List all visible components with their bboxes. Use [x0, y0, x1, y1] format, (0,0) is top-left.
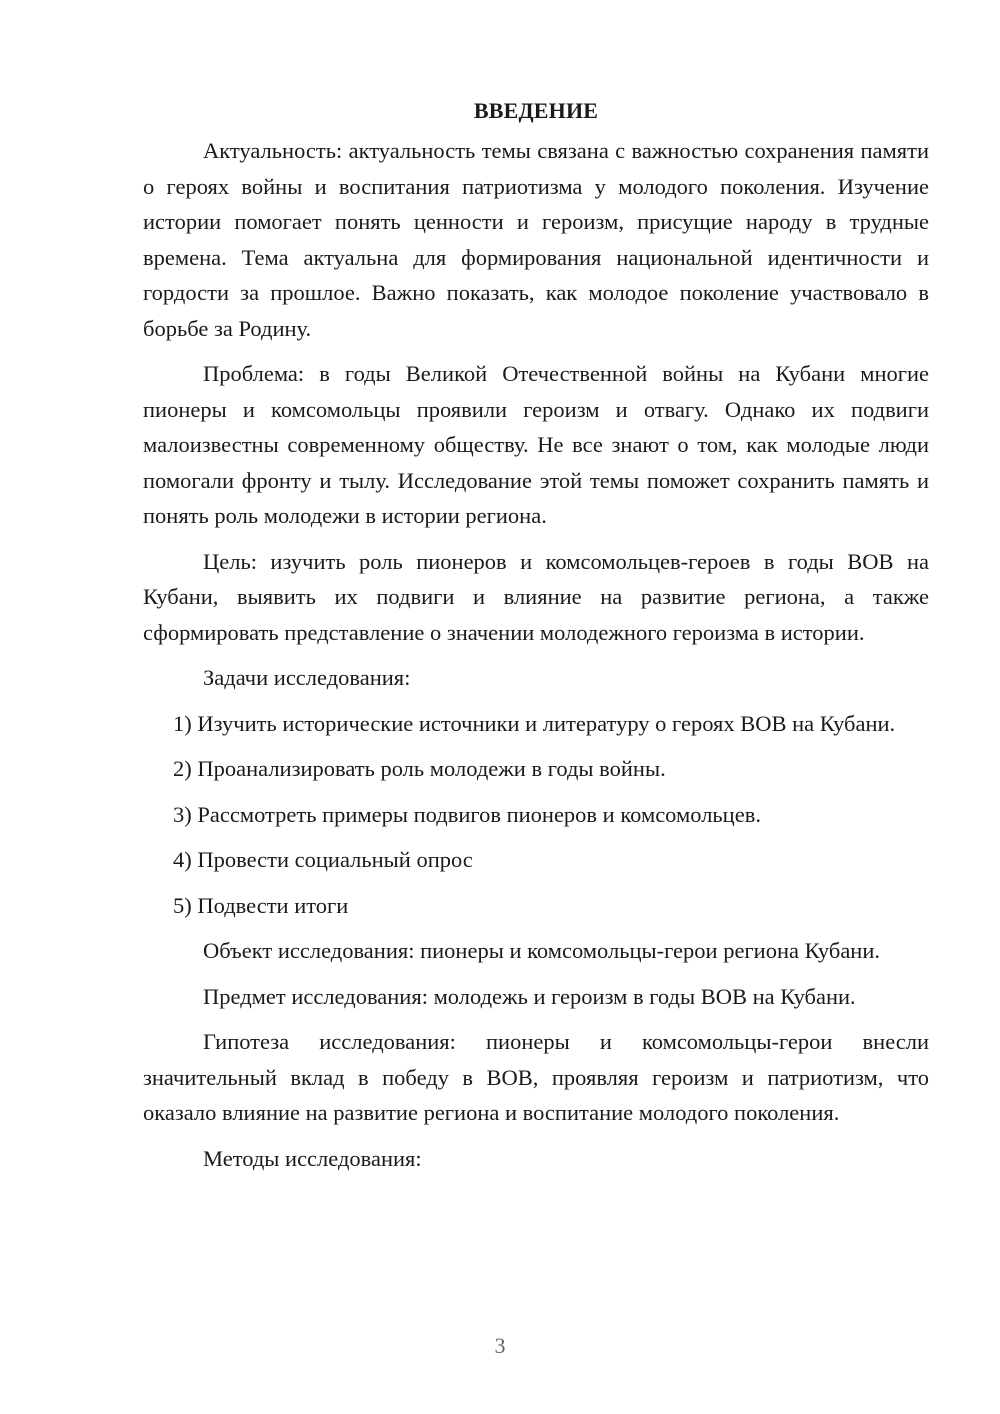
- relevance-paragraph: Актуальность: актуальность темы связана с важностью сохранения памяти о героях войны и воспитания патриотизма у молодого поколения. Изучение истории помогает понять ценности и героизм, присущие народу в трудные времена. Тема актуальна для формирования национальной идентичности и гордости за прошлое. Важно показать, как молодое поколение участвовало в борьбе за Родину.: [143, 138, 929, 341]
- task-item-5: 5) Подвести итоги: [173, 892, 349, 918]
- subject-paragraph: Предмет исследования: молодежь и героизм в годы ВОВ на Кубани.: [203, 983, 856, 1009]
- object-paragraph: Объект исследования: пионеры и комсомольцы-герои региона Кубани.: [203, 938, 881, 963]
- task-item-1: 1) Изучить исторические источники и литературу о героях ВОВ на Кубани.: [173, 710, 896, 736]
- section-heading: ВВЕДЕНИЕ: [473, 98, 599, 123]
- goal-paragraph: Цель: изучить роль пионеров и комсомольцев-героев в годы ВОВ на Кубани, выявить их подвиги и влияние на развитие региона, а также сформировать представление о значении молодежного героизма в истории.: [143, 548, 929, 645]
- problem-paragraph: Проблема: в годы Великой Отечественной войны на Кубани многие пионеры и комсомольцы проявили героизм и отвагу. Однако их подвиги малоизвестны современному обществу. Не все знают о том, как молодые люди помогали фронту и тылу. Исследование этой темы поможет сохранить память и понять роль молодежи в истории региона.: [143, 361, 929, 528]
- page-number: 3: [494, 1333, 506, 1358]
- page-content: [143, 93, 929, 1186]
- task-item-3: 3) Рассмотреть примеры подвигов пионеров и комсомольцев.: [173, 801, 761, 827]
- hypothesis-paragraph: Гипотеза исследования: пионеры и комсомольцы-герои внесли значительный вклад в победу в ВОВ, проявляя героизм и патриотизм, что оказало влияние на развитие региона и воспитание молодого поколения.: [143, 1029, 929, 1125]
- tasks-title: Задачи исследования:: [203, 665, 411, 690]
- task-item-4: 4) Провести социальный опрос: [173, 847, 473, 872]
- task-item-2: 2) Проанализировать роль молодежи в годы войны.: [173, 756, 666, 781]
- methods-title: Методы исследования:: [203, 1145, 422, 1171]
